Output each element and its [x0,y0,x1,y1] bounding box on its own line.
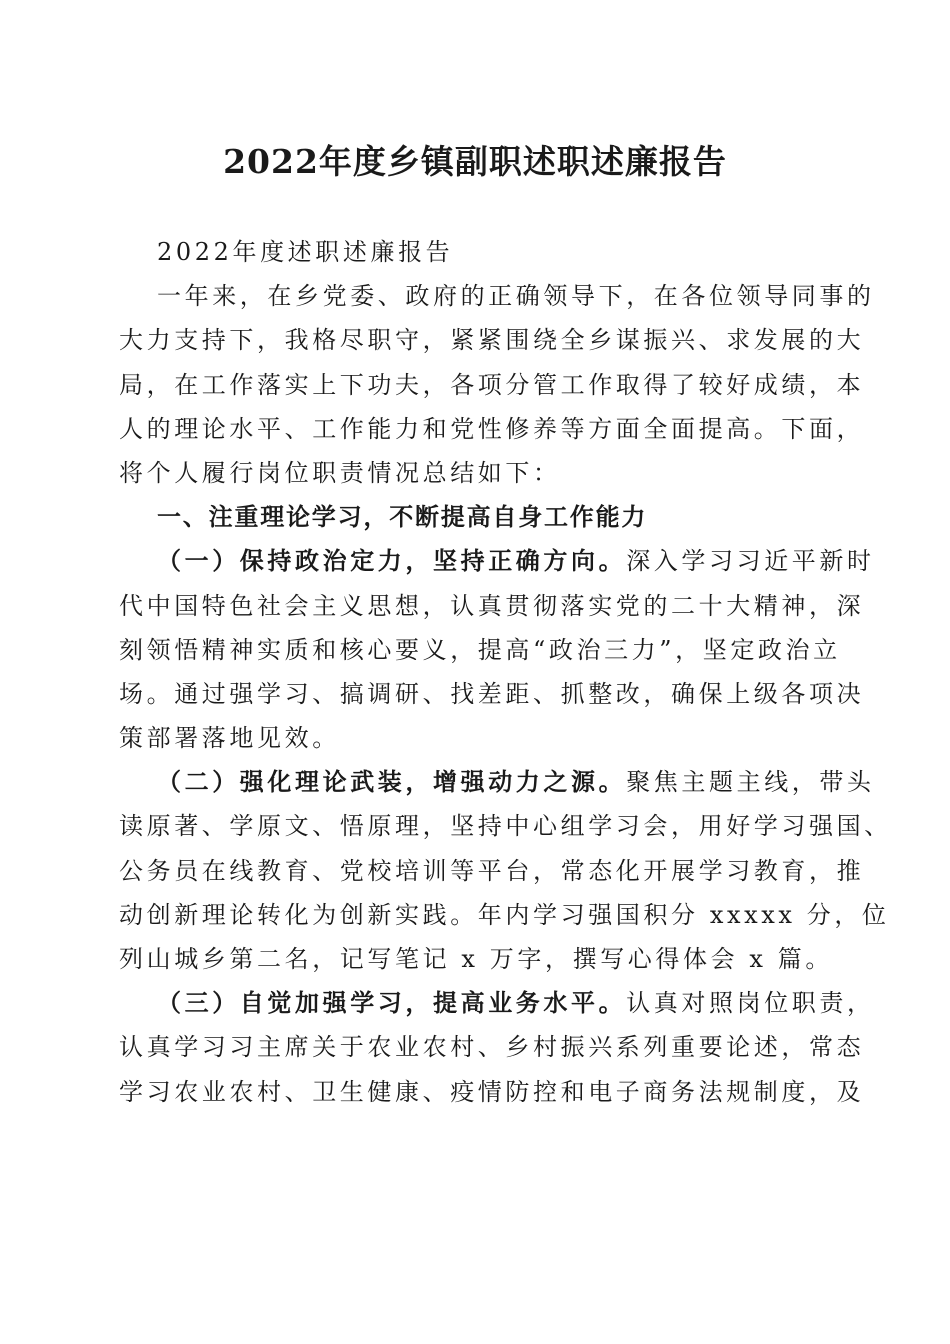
intro-line: 局，在工作落实上下功夫，各项分管工作取得了较好成绩，本 [119,370,865,399]
item-text: 深入学习习近平新时 [626,547,875,576]
paragraph-line: 刻领悟精神实质和核心要义，提高“政治三力”，坚定政治立 [119,635,841,664]
document-subtitle: 2022年度述职述廉报告 [157,238,454,266]
item-text: 聚焦主题主线，带头 [626,768,875,797]
document-body [119,230,892,1114]
item-lead: （三）自觉加强学习，提高业务水平。 [157,988,627,1018]
paragraph-line [119,760,875,804]
paragraph-line: 读原著、学原文、悟原理，坚持中心组学习会，用好学习强国、 [119,812,892,841]
paragraph-line: 认真学习习主席关于农业农村、乡村振兴系列重要论述，常态 [119,1033,865,1062]
paragraph-line: 策部署落地见效。 [119,724,340,753]
section-heading: 一、注重理论学习，不断提高自身工作能力 [157,502,648,532]
item-lead: （二）强化理论武装，增强动力之源。 [157,767,627,797]
intro-line: 大力支持下，我格尽职守，紧紧围绕全乡谋振兴、求发展的大 [119,326,865,355]
intro-line: 人的理论水平、工作能力和党性修养等方面全面提高。下面， [119,414,865,443]
paragraph-line: 动创新理论转化为创新实践。年内学习强国积分 xxxxx 分，位 [119,900,890,929]
paragraph-line: 列山城乡第二名，记写笔记 x 万字，撰写心得体会 x 篇。 [119,945,833,973]
intro-line: 将个人履行岗位职责情况总结如下： [119,458,561,487]
paragraph-line: 学习农业农村、卫生健康、疫情防控和电子商务法规制度，及 [119,1077,865,1106]
document-title: 2022年度乡镇副职述职述廉报告 [223,142,727,181]
paragraph-line [119,539,875,583]
item-text: 认真对照岗位职责， [626,989,875,1018]
intro-line: 一年来，在乡党委、政府的正确领导下，在各位领导同事的 [157,282,875,311]
item-lead: （一）保持政治定力，坚持正确方向。 [157,546,627,576]
paragraph-line: 场。通过强学习、搞调研、找差距、抓整改，确保上级各项决 [119,679,865,708]
paragraph-line: 代中国特色社会主义思想，认真贯彻落实党的二十大精神，深 [119,591,865,620]
paragraph-line [119,981,875,1025]
paragraph-line: 公务员在线教育、党校培训等平台，常态化开展学习教育，推 [119,856,865,885]
